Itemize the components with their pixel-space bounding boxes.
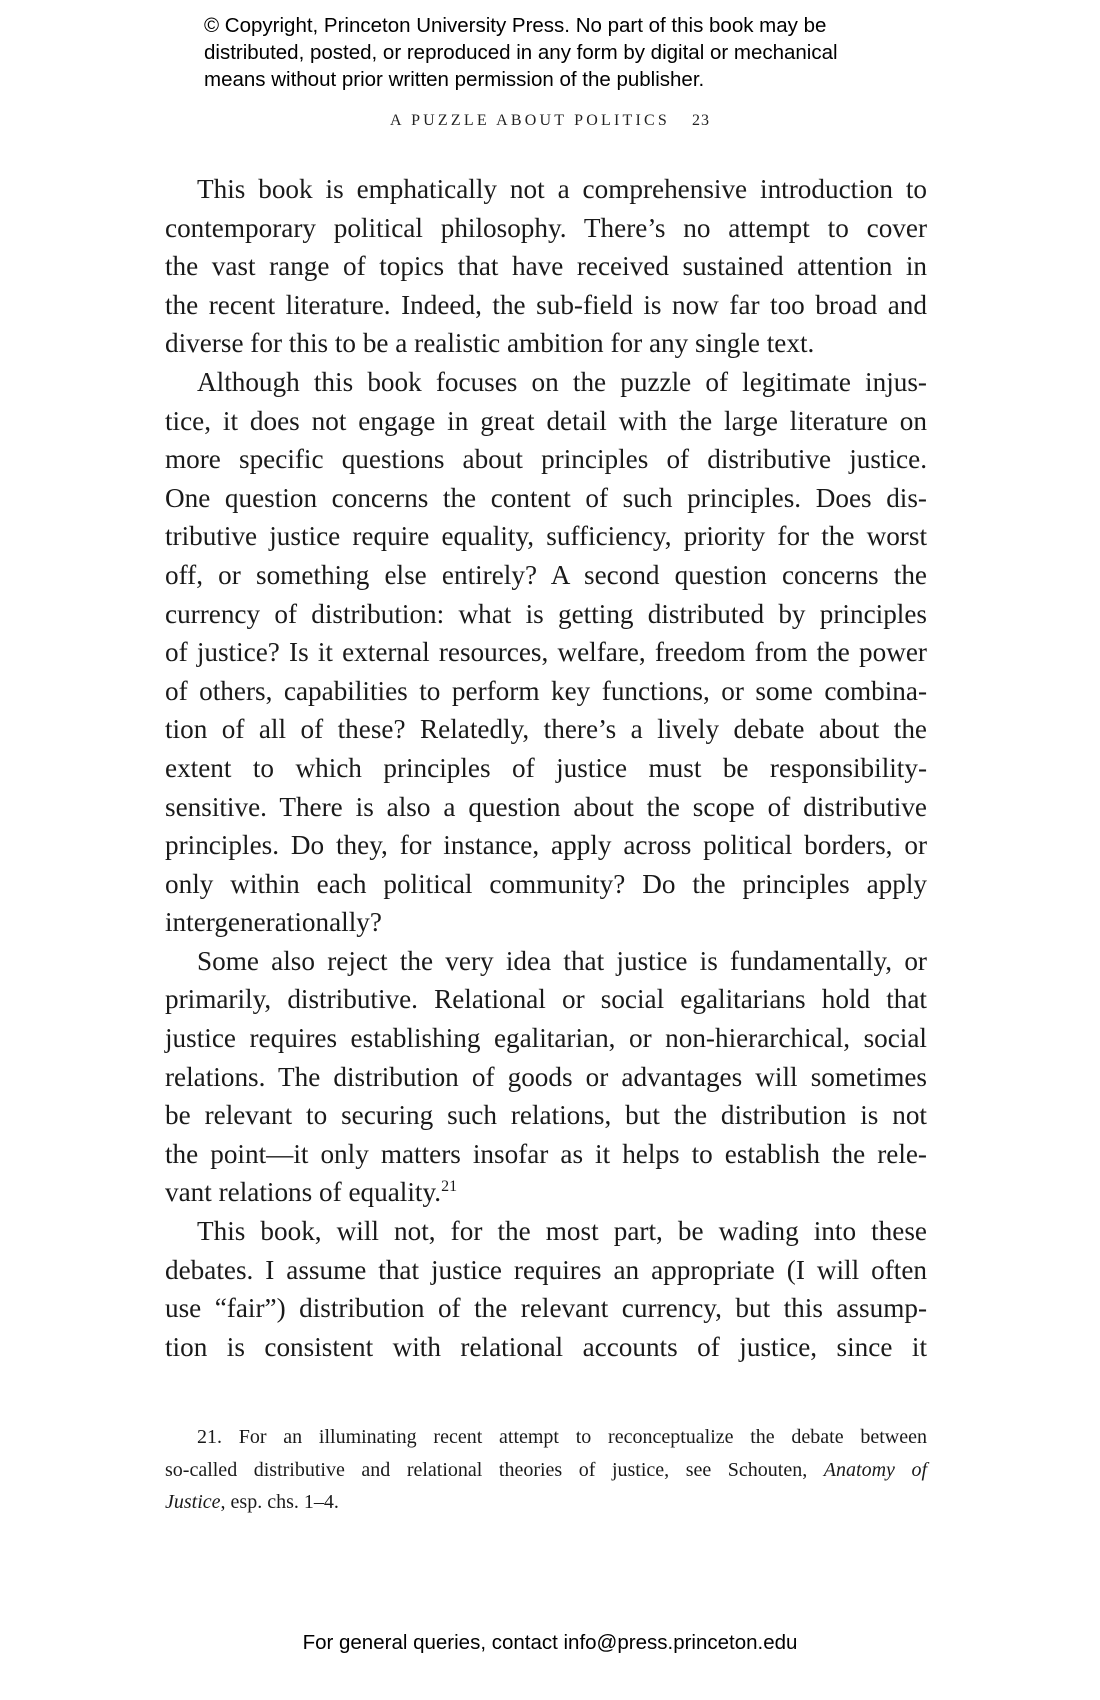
text-line: the vast range of topics that have received sustained attention in — [165, 251, 927, 282]
text-line: relations. The distribution of goods or advantages will sometimes — [165, 1061, 927, 1092]
citation-title: Justice — [165, 1491, 221, 1513]
footnote-line — [165, 1454, 927, 1487]
text-line: One question concerns the content of such principles. Does dis- — [165, 482, 927, 513]
paragraph-3 — [165, 942, 927, 1212]
text-line: the recent literature. Indeed, the sub-field is now far too broad and — [165, 289, 927, 320]
text-line: sensitive. There is also a question about the scope of distributive — [165, 791, 927, 822]
text-line: debates. I assume that justice requires an appropriate (I will often — [165, 1254, 927, 1285]
text-line: use “fair”) distribution of the relevant currency, but this assump- — [165, 1293, 927, 1324]
text-line: of others, capabilities to perform key functions, or some combina- — [165, 675, 927, 706]
copyright-line: distributed, posted, or reproduced in any form by digital or mechanical — [204, 41, 838, 64]
body-text — [165, 170, 927, 1366]
text-line: only within each political community? Do the principles apply — [165, 868, 927, 899]
text-line: extent to which principles of justice must be responsibility- — [165, 752, 927, 783]
paragraph-1 — [165, 170, 927, 363]
text-line: intergenerationally? — [165, 907, 382, 938]
text-line: Although this book focuses on the puzzle of legitimate injus- — [197, 366, 927, 397]
text-line: the point—it only matters insofar as it helps to establish the rele- — [165, 1138, 927, 1169]
text-line: tion is consistent with relational accounts of justice, since it — [165, 1331, 927, 1362]
text-line: currency of distribution: what is getting distributed by principles — [165, 598, 927, 629]
paragraph-4 — [165, 1212, 927, 1366]
footnote-reference[interactable]: 21 — [441, 1178, 458, 1196]
text-line: tributive justice require equality, sufficiency, priority for the worst — [165, 521, 927, 552]
running-head-title: A PUZZLE ABOUT POLITICS — [390, 112, 670, 129]
text-line: principles. Do they, for instance, apply across political borders, or — [165, 830, 927, 861]
text-line: diverse for this to be a realistic ambition for any single text. — [165, 328, 815, 359]
page-number: 23 — [691, 112, 710, 129]
text-line: This book is emphatically not a comprehensive introduction to — [197, 174, 927, 204]
text-fragment: vant relations of equality. — [165, 1177, 442, 1208]
text-line: more specific questions about principles of distributive justice. — [165, 444, 927, 475]
text-line: justice requires establishing egalitarian, or non-hierarchical, social — [165, 1023, 927, 1054]
text-line: be relevant to securing such relations, but the distribution is not — [165, 1100, 927, 1131]
text-fragment: so-called distributive and relational theories of justice, see Schouten, — [165, 1458, 824, 1481]
running-head — [0, 112, 1100, 130]
text-line: contemporary political philosophy. There’s no attempt to cover — [165, 212, 927, 243]
footnote-21 — [165, 1421, 927, 1519]
footnote-line: 21. For an illuminating recent attempt to reconceptualize the debate between — [197, 1426, 927, 1448]
copyright-notice — [204, 12, 924, 93]
text-line: This book, will not, for the most part, be wading into these — [197, 1216, 927, 1247]
text-line — [165, 1173, 927, 1212]
text-line: tion of all of these? Relatedly, there’s a lively debate about the — [165, 714, 927, 745]
text-line: primarily, distributive. Relational or social egalitarians hold that — [165, 984, 927, 1015]
footnote-line — [165, 1486, 927, 1519]
text-line: off, or something else entirely? A second question concerns the — [165, 559, 927, 590]
copyright-line: © Copyright, Princeton University Press. No part of this book may be — [204, 14, 827, 37]
paragraph-2 — [165, 363, 927, 942]
text-line: of justice? Is it external resources, welfare, freedom from the power — [165, 637, 927, 668]
text-fragment: , esp. chs. 1–4. — [220, 1491, 339, 1513]
text-line: tice, it does not engage in great detail with the large literature on — [165, 405, 927, 436]
copyright-line: means without prior written permission of the publisher. — [204, 68, 705, 91]
citation-title: Anatomy of — [823, 1458, 927, 1481]
footer-contact: For general queries, contact info@press.princeton.edu — [302, 1631, 798, 1654]
text-line: Some also reject the very idea that justice is fundamentally, or — [197, 945, 927, 976]
